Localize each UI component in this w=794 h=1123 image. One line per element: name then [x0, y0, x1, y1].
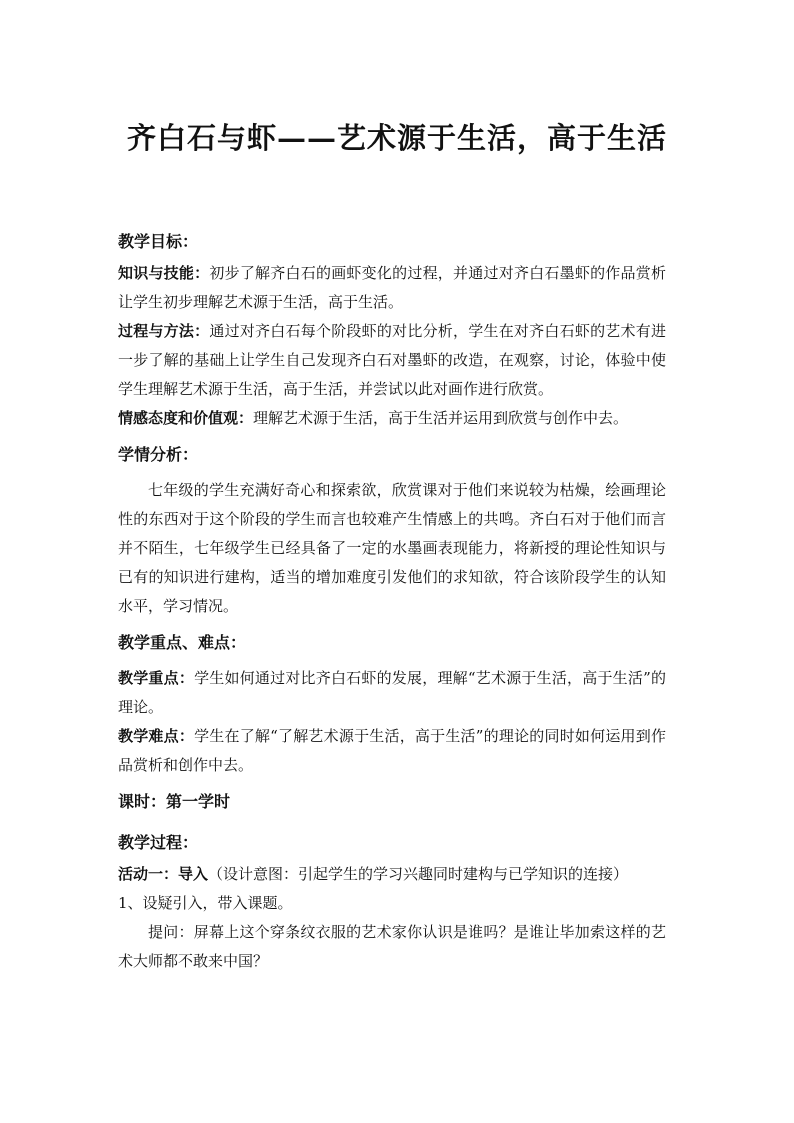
process-methods-label: 过程与方法： — [118, 322, 210, 340]
document-title: 齐白石与虾——艺术源于生活，高于生活 — [126, 121, 667, 155]
knowledge-skills-label: 知识与技能： — [118, 264, 210, 282]
emotion-values-paragraph — [118, 404, 666, 433]
emotion-values-text: 理解艺术源于生活，高于生活并运用到欣赏与创作中去。 — [253, 409, 629, 427]
process-heading: 教学过程： — [118, 833, 199, 852]
question-paragraph: 提问：屏幕上这个穿条纹衣服的艺术家你认识是谁吗？是谁让毕加索这样的艺术大师都不敢来中国？ — [118, 923, 666, 970]
activity-one-label: 活动一：导入 — [118, 865, 209, 883]
focus-label: 教学重点： — [118, 669, 195, 687]
hours-heading: 课时：第一学时 — [118, 792, 231, 811]
document-body — [118, 228, 666, 976]
analysis-paragraph: 七年级的学生充满好奇心和探索欲，欣赏课对于他们来说较为枯燥，绘画理论性的东西对于这个阶段的学生而言也较难产生情感上的共鸣。齐白石对于他们而言并不陌生，七年级学生已经具备了一定的水墨画表现能力，将新授的理论性知识与已有的知识进行建构，适当的增加难度引发他们的求知欲，符合该阶段学生的认知水平，学习情况。 — [118, 481, 666, 615]
difficulty-paragraph — [118, 722, 666, 780]
objectives-heading: 教学目标： — [118, 232, 199, 251]
difficulty-text: 学生在了解“了解艺术源于生活，高于生活”的理论的同时如何运用到作品赏析和创作中去。 — [118, 727, 666, 774]
process-methods-text: 通过对齐白石每个阶段虾的对比分析，学生在对齐白石虾的艺术有进一步了解的基础上让学生自己发现齐白石对墨虾的改造，在观察，讨论，体验中使学生理解艺术源于生活，高于生活，并尝试以此对画作进行欣赏。 — [118, 322, 666, 398]
focus-text: 学生如何通过对比齐白石虾的发展，理解“艺术源于生活，高于生活”的理论。 — [118, 669, 666, 716]
process-methods-paragraph — [118, 317, 666, 404]
activity-one-text: （设计意图：引起学生的学习兴趣同时建构与已学知识的连接） — [208, 865, 629, 883]
focus-paragraph — [118, 664, 666, 722]
knowledge-skills-text: 初步了解齐白石的画虾变化的过程，并通过对齐白石墨虾的作品赏析让学生初步理解艺术源于生活，高于生活。 — [118, 264, 666, 311]
knowledge-skills-paragraph — [118, 259, 666, 317]
activity-one-paragraph — [118, 860, 666, 889]
step-one-line: 1、设疑引入，带入课题。 — [118, 894, 293, 912]
emotion-values-label: 情感态度和价值观： — [118, 409, 254, 427]
difficulty-label: 教学难点： — [118, 727, 195, 745]
keypoints-heading: 教学重点、难点： — [118, 633, 247, 652]
analysis-heading: 学情分析： — [118, 445, 199, 464]
